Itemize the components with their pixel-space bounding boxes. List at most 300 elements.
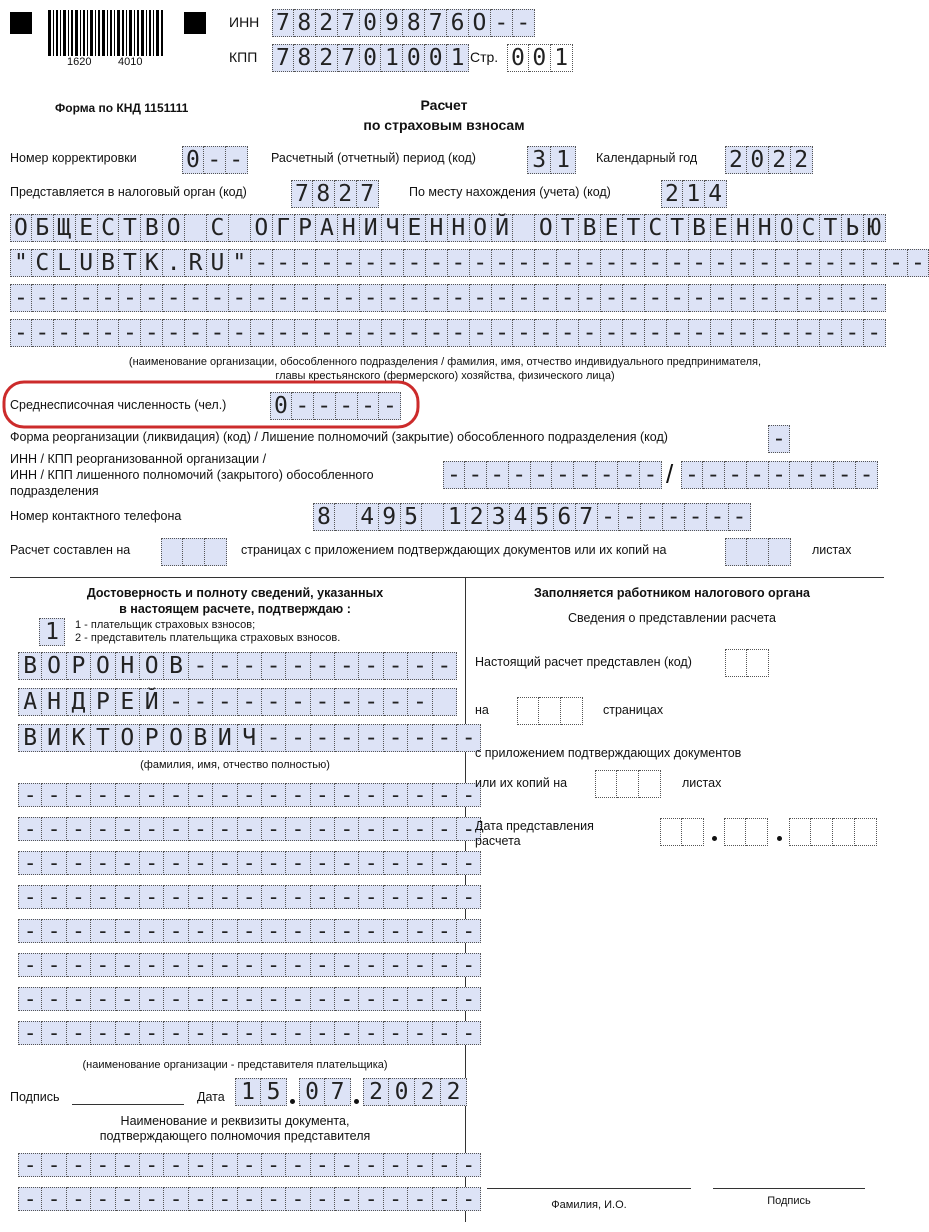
presented-code-label: Настоящий расчет представлен (код) [475,655,692,669]
char-cell: Й [492,214,514,242]
char-cell [335,503,357,531]
char-cell: 3 [488,503,510,531]
char-cell: - [725,461,747,489]
char-cell: - [426,319,448,347]
char-cell: 5 [401,503,423,531]
char-cell: - [295,319,317,347]
char-cell: - [116,1187,140,1211]
reorg-inn-cells[interactable] [443,461,662,489]
char-cell: - [262,885,286,909]
char-cell: - [116,1021,140,1045]
date-dot-1 [290,1099,295,1104]
char-cell: - [262,851,286,875]
org-name-block-row[interactable] [10,319,886,347]
char-cell: 5 [261,1078,287,1106]
char-cell: - [76,319,98,347]
phone-label: Номер контактного телефона [10,509,182,523]
char-cell: О [140,652,164,680]
org-name-block-row[interactable] [10,284,886,312]
char-cell: - [54,319,76,347]
char-cell: - [273,284,295,312]
reorg-kpp-cells[interactable] [681,461,878,489]
char-cell: - [645,249,667,277]
char-cell: - [798,284,820,312]
doc-block-row[interactable] [18,1153,481,1177]
char-cell: - [513,284,535,312]
char-cell: 1 [683,180,705,208]
rep-block-row[interactable] [18,783,481,807]
char-cell: - [812,461,834,489]
char-cell: - [311,953,335,977]
char-cell: - [338,319,360,347]
char-cell: - [18,987,42,1011]
knd-code: Форма по КНД 1151111 [55,101,189,115]
char-cell: - [140,953,164,977]
char-cell: - [262,783,286,807]
char-cell: - [619,503,641,531]
char-cell: - [864,284,886,312]
char-cell: - [335,783,359,807]
char-cell: - [164,1153,188,1177]
char-cell: - [189,885,213,909]
form-title-line1: Расчет [420,97,468,113]
char-cell: С [798,214,820,242]
char-cell: - [91,919,115,943]
char-cell: - [311,652,335,680]
char-cell: Т [119,214,141,242]
char-cell: - [98,319,120,347]
char-cell: 7 [576,503,598,531]
char-cell: 2 [725,146,747,174]
char-cell: - [457,1021,481,1045]
submission-date-label-1: Дата представления [475,819,594,833]
char-cell: - [732,284,754,312]
char-cell: С [645,214,667,242]
char-cell: " [229,249,251,277]
char-cell: 2 [466,503,488,531]
doc-block-row[interactable] [18,1187,481,1211]
char-cell: Е [116,688,140,716]
char-cell: Ю [864,214,886,242]
char-cell: Н [42,688,66,716]
barcode-number-left: 1620 [67,56,92,68]
char-cell [595,770,617,798]
char-cell: - [164,1187,188,1211]
slash-separator: / [666,459,674,489]
char-cell: - [262,724,286,752]
rep-block-row[interactable] [18,987,481,1011]
char-cell: - [42,1187,66,1211]
correction-cells[interactable] [182,146,248,174]
char-cell: В [164,652,188,680]
char-cell: - [67,953,91,977]
char-cell: - [842,284,864,312]
char-cell: - [470,319,492,347]
char-cell: - [91,1187,115,1211]
char-cell: - [426,249,448,277]
char-cell: - [76,284,98,312]
char-cell: - [433,652,457,680]
official-sign-label: Подпись [767,1195,811,1207]
char-cell: U [207,249,229,277]
char-cell: - [754,319,776,347]
char-cell: - [238,851,262,875]
char-cell: - [820,319,842,347]
char-cell: - [359,783,383,807]
char-cell: - [119,319,141,347]
char-cell: - [91,1153,115,1177]
char-cell: - [98,284,120,312]
char-cell: - [360,249,382,277]
char-cell: - [492,249,514,277]
char-cell: - [448,284,470,312]
inn-cells[interactable] [272,9,535,37]
char-cell: - [116,919,140,943]
char-cell [183,538,205,566]
char-cell: - [433,1021,457,1045]
char-cell: - [487,461,509,489]
char-cell: - [335,1021,359,1045]
char-cell: - [433,783,457,807]
char-cell: 7 [325,1078,351,1106]
org-name-block-row[interactable] [10,249,929,277]
char-cell: - [359,885,383,909]
char-cell: О [164,724,188,752]
char-cell: - [262,953,286,977]
char-cell: - [42,783,66,807]
char-cell: - [433,724,457,752]
char-cell: - [747,461,769,489]
char-cell: В [189,724,213,752]
char-cell: - [67,783,91,807]
char-cell: А [316,214,338,242]
char-cell: - [754,284,776,312]
char-cell: - [335,987,359,1011]
char-cell: - [834,461,856,489]
char-cell: О [42,652,66,680]
org-name-caption-1: (наименование организации, обособленного подразделения / фамилия, имя, отчество индивидуального предпринимателя, [128,356,762,368]
char-cell: 0 [360,9,382,37]
char-cell: Н [338,214,360,242]
char-cell: - [579,319,601,347]
char-cell: - [864,319,886,347]
char-cell: - [10,284,32,312]
char-cell: - [140,1187,164,1211]
char-cell: - [360,284,382,312]
char-cell: 2 [335,180,357,208]
char-cell: - [185,319,207,347]
kpp-label: КПП [229,49,258,65]
char-cell: - [213,851,237,875]
char-cell: 1 [447,44,469,72]
char-cell: - [384,1187,408,1211]
char-cell: - [262,1153,286,1177]
char-cell: - [470,284,492,312]
rep-block-row[interactable] [18,953,481,977]
submission-day-cells[interactable] [660,818,704,846]
char-cell: - [311,1021,335,1045]
char-cell: - [292,392,314,420]
char-cell: - [251,249,273,277]
char-cell: 9 [379,503,401,531]
fio-caption: (фамилия, имя, отчество полностью) [140,759,330,771]
copies-label: или их копий на [475,776,568,790]
corner-marker-right [184,12,206,34]
official-signature-line[interactable] [713,1188,865,1189]
char-cell: - [408,652,432,680]
char-cell: - [382,319,404,347]
char-cell: - [448,249,470,277]
signer-option-1: 1 - плательщик страховых взносов; [75,619,256,631]
char-cell: - [509,461,531,489]
char-cell: - [311,987,335,1011]
char-cell: - [67,885,91,909]
char-cell: - [67,1153,91,1177]
char-cell: 0 [403,44,425,72]
char-cell: 4 [705,180,727,208]
rep-block-row[interactable] [18,919,481,943]
char-cell: О [251,214,273,242]
char-cell: - [189,1153,213,1177]
char-cell: О [776,214,798,242]
char-cell: - [140,817,164,841]
char-cell: - [798,319,820,347]
fio-label: Фамилия, И.О. [551,1199,627,1211]
tax-pages-cells[interactable] [517,697,583,725]
kpp-cells[interactable] [272,44,469,72]
char-cell: - [338,284,360,312]
char-cell: - [645,284,667,312]
char-cell: - [359,953,383,977]
char-cell: - [359,851,383,875]
year-cells[interactable] [725,146,813,174]
char-cell: - [335,817,359,841]
char-cell: - [163,284,185,312]
char-cell: - [311,1153,335,1177]
period-label: Расчетный (отчетный) период (код) [271,151,476,165]
char-cell: - [163,319,185,347]
correction-label: Номер корректировки [10,151,137,165]
tax-sheets-label: листах [682,776,722,790]
char-cell: - [408,885,432,909]
char-cell: - [18,885,42,909]
char-cell: - [316,249,338,277]
char-cell: И [42,724,66,752]
char-cell: Н [426,214,448,242]
char-cell: - [382,249,404,277]
char-cell: 1 [235,1078,261,1106]
name-block-row[interactable] [18,724,481,752]
char-cell: - [856,461,878,489]
char-cell: - [119,284,141,312]
date-month-cells[interactable] [299,1078,351,1106]
char-cell: Е [76,214,98,242]
char-cell [811,818,833,846]
char-cell: L [54,249,76,277]
org-name-block-row[interactable] [10,214,886,242]
char-cell: 8 [403,9,425,37]
char-cell: - [769,461,791,489]
char-cell: - [820,249,842,277]
period-cells[interactable] [527,146,576,174]
rep-block-row[interactable] [18,1021,481,1045]
signer-code-cell[interactable] [39,618,65,646]
char-cell: - [238,688,262,716]
char-cell: - [382,284,404,312]
char-cell: - [491,9,513,37]
char-cell: 0 [360,44,382,72]
name-block-row[interactable] [18,652,457,680]
char-cell: - [598,503,620,531]
sheets-cells[interactable] [725,538,791,566]
char-cell: 2 [316,9,338,37]
char-cell: - [286,987,310,1011]
char-cell: - [663,503,685,531]
char-cell: Р [67,652,91,680]
char-cell: - [116,851,140,875]
pages-label: Расчет составлен на [10,543,131,557]
char-cell: - [359,817,383,841]
representative-caption: (наименование организации - представителя плательщика) [82,1059,388,1071]
rep-block-row[interactable] [18,817,481,841]
char-cell [561,697,583,725]
presented-code-cells[interactable] [725,649,769,677]
char-cell: - [116,953,140,977]
char-cell: Е [404,214,426,242]
char-cell: - [776,284,798,312]
headcount-cells[interactable] [270,392,401,420]
char-cell: - [67,1021,91,1045]
date-day-cells[interactable] [235,1078,287,1106]
char-cell: - [408,688,432,716]
char-cell: - [116,885,140,909]
char-cell: - [596,461,618,489]
char-cell: - [703,461,725,489]
barcode-number-right: 4010 [118,56,143,68]
char-cell: - [213,817,237,841]
char-cell: - [335,652,359,680]
char-cell: - [18,919,42,943]
char-cell: - [314,392,336,420]
char-cell: - [238,783,262,807]
char-cell: - [448,319,470,347]
tax-sheets-cells[interactable] [595,770,661,798]
char-cell: - [116,817,140,841]
char-cell: - [164,783,188,807]
char-cell: - [286,724,310,752]
page-cells[interactable] [507,44,573,72]
tax-org-cells[interactable] [291,180,379,208]
char-cell: Ь [842,214,864,242]
char-cell: - [531,461,553,489]
char-cell: - [645,319,667,347]
char-cell: 7 [272,44,294,72]
char-cell: - [164,953,188,977]
char-cell: - [91,1021,115,1045]
char-cell: - [213,652,237,680]
char-cell: 0 [389,1078,415,1106]
char-cell: - [238,1021,262,1045]
char-cell: - [189,919,213,943]
char-cell: - [116,1153,140,1177]
rep-block-row[interactable] [18,885,481,909]
char-cell: 2 [791,146,813,174]
char-cell: T [119,249,141,277]
char-cell: - [262,688,286,716]
char-cell: - [42,953,66,977]
char-cell: Т [623,214,645,242]
char-cell: - [262,652,286,680]
char-cell: - [273,249,295,277]
char-cell: Щ [54,214,76,242]
pages-cells[interactable] [161,538,227,566]
char-cell: - [513,319,535,347]
submission-year-cells[interactable] [789,818,877,846]
char-cell: - [601,284,623,312]
signature-label: Подпись [10,1090,60,1104]
form-title-line2: по страховым взносам [363,117,525,133]
name-block-row[interactable] [18,688,457,716]
char-cell: - [579,249,601,277]
char-cell: - [384,652,408,680]
char-cell: - [908,249,929,277]
char-cell: - [251,319,273,347]
char-cell: - [189,688,213,716]
submission-month-cells[interactable] [724,818,768,846]
char-cell: - [141,284,163,312]
char-cell: " [10,249,32,277]
char-cell: 1 [551,146,575,174]
char-cell: - [238,919,262,943]
doc-caption-1: Наименование и реквизиты документа, [120,1114,350,1128]
char-cell [229,214,251,242]
reorg-cells[interactable] [768,425,790,453]
char-cell [747,538,769,566]
char-cell: - [358,392,380,420]
char-cell: - [91,953,115,977]
char-cell: - [67,919,91,943]
char-cell: Н [754,214,776,242]
char-cell: - [335,919,359,943]
char-cell: - [384,885,408,909]
char-cell: - [164,817,188,841]
char-cell: - [842,249,864,277]
char-cell: - [238,953,262,977]
phone-cells[interactable] [313,503,751,531]
char-cell: - [238,652,262,680]
char-cell: - [408,783,432,807]
char-cell [617,770,639,798]
char-cell [517,697,539,725]
fio-signature-line[interactable] [487,1188,691,1189]
char-cell: - [335,851,359,875]
rep-block-row[interactable] [18,851,481,875]
char-cell: - [189,1021,213,1045]
char-cell: - [711,319,733,347]
char-cell: - [189,1187,213,1211]
submission-dot-1 [712,836,717,841]
char-cell: - [404,319,426,347]
char-cell: - [42,851,66,875]
char-cell: - [408,987,432,1011]
char-cell: - [404,284,426,312]
char-cell: - [140,783,164,807]
signature-line[interactable] [72,1104,184,1105]
char-cell: - [457,919,481,943]
char-cell: - [140,885,164,909]
location-cells[interactable] [661,180,727,208]
date-year-cells[interactable] [363,1078,467,1106]
